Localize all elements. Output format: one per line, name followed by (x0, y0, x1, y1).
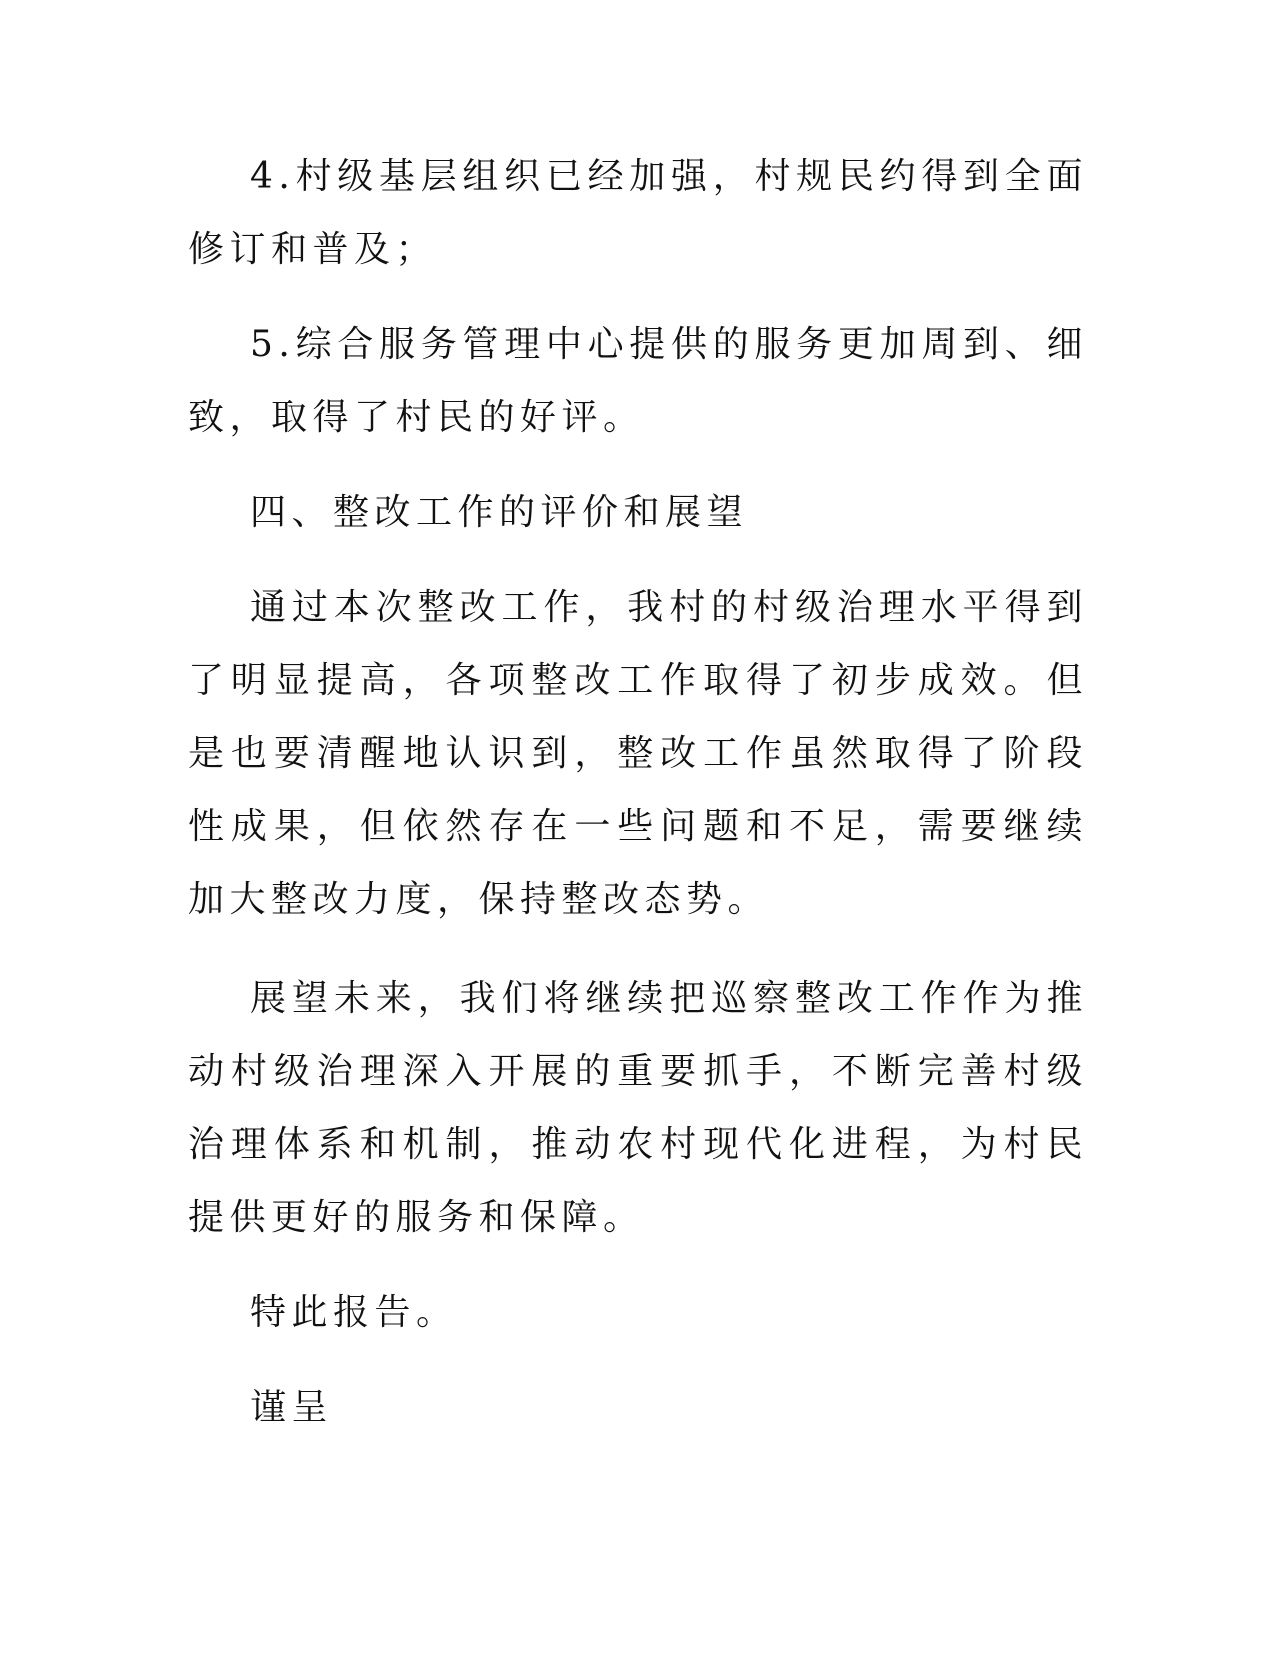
closing-statement: 特此报告。 (250, 1292, 458, 1333)
document-body (188, 140, 1088, 1444)
closing-salutation: 谨呈 (250, 1387, 334, 1428)
paragraph-evaluation: 通过本次整改工作，我村的村级治理水平得到了明显提高，各项整改工作取得了初步成效。但是也要清醒地认识到，整改工作虽然取得了阶段性成果，但依然存在一些问题和不足，需要继续加大整改力度，保持整改态势。 (188, 587, 1088, 920)
section-heading: 四、整改工作的评价和展望 (250, 492, 749, 533)
paragraph-item-5: 5.综合服务管理中心提供的服务更加周到、细致，取得了村民的好评。 (188, 324, 1088, 438)
paragraph-item-4: 4.村级基层组织已经加强，村规民约得到全面修订和普及； (188, 156, 1088, 270)
paragraph-outlook: 展望未来，我们将继续把巡察整改工作作为推动村级治理深入开展的重要抓手，不断完善村级治理体系和机制，推动农村现代化进程，为村民提供更好的服务和保障。 (188, 978, 1088, 1238)
